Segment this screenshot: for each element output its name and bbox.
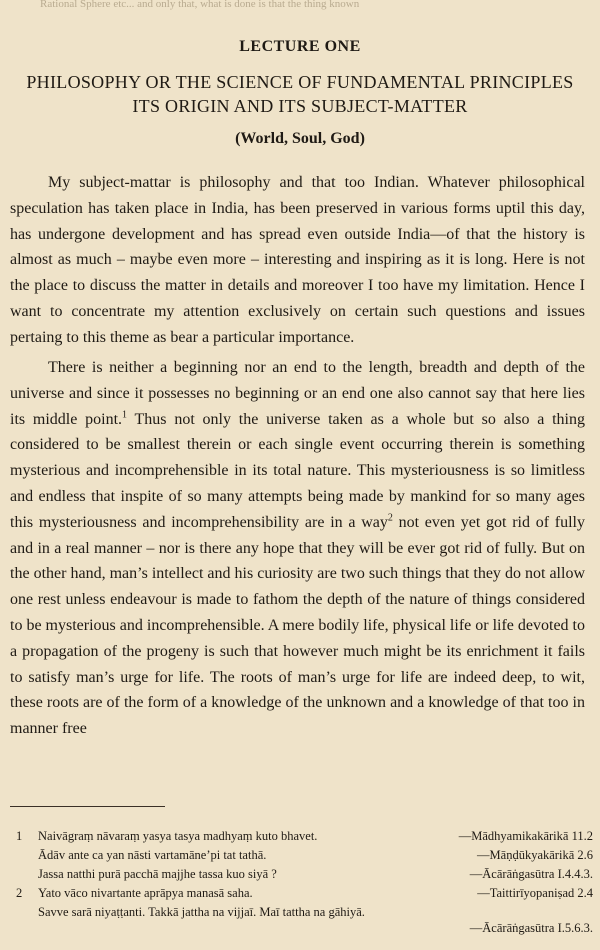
footnote-1-line-2: Ādāv ante ca yan nāsti vartamāne’pi tat tathā.: [38, 848, 267, 862]
footnote-number-1: 1: [16, 829, 23, 843]
footnote-number-2: 2: [16, 886, 23, 900]
chapter-title: [0, 70, 600, 118]
footnote-2-line-1: Yato vāco nivartante aprāpya manasā saha.: [38, 886, 253, 900]
footnote-2-source-2: —Ācārāṅgasūtra I.5.6.3.: [469, 921, 593, 935]
footnote-1-source-2: —Māṇḍūkyakārikā 2.6: [477, 848, 593, 862]
footnote-1-source-1: —Mādhyamikakārikā 11.2: [458, 829, 593, 843]
footnote-2-source-1: —Taittirīyopaniṣad 2.4: [477, 886, 593, 900]
chapter-subtitle: (World, Soul, God): [235, 130, 365, 147]
footnote-ref-2[interactable]: 2: [387, 512, 393, 524]
footnote-1-line-1: Naivāgraṃ nāvaraṃ yasya tasya madhyaṃ kuto bhavet.: [38, 829, 318, 843]
footnote-1-line-3: Jassa natthi purā pacchā majjhe tassa kuo siyā ?: [38, 867, 277, 881]
paragraph-2-part-c: not even yet got rid of fully and in a real manner – nor is there any hope that they will be ever got rid of fully. But on the other hand, man’s intellect and his curiosity are two such things that they do not allow one rest unless endeavour is made to fathom the depth of the nature of things considered to be mysterious and incomprehensible. A mere bodily life, physical life or life devoted to a propagation of the progeny is such that however much might be its enrichment it fails to satisfy man’s urge for life. The roots of man’s urge for life are indeed deep, to wit, these roots are of the form of a knowledge of the unknown and a knowledge of that too in manner free: [10, 513, 586, 738]
chapter-title-line-2: ITS ORIGIN AND ITS SUBJECT-MATTER: [132, 96, 468, 116]
paragraph-2: [10, 355, 585, 742]
lecture-heading: LECTURE ONE: [239, 38, 361, 55]
paragraph-1: My subject-mattar is philosophy and that too Indian. Whatever philosophical speculation has taken place in India, has been preserved in various forms uptil this day, has undergone development and has spread even outside India—of that the history is almost as much – maybe even more – interesting and inspiring as it is long. Here is not the place to discuss the matter in details and moreover I too have my limitation. Hence I want to concentrate my attention exclusively on certain such questions and issues pertaing to this theme as bear a particular importance.: [10, 174, 585, 346]
footnote-divider: [10, 806, 165, 807]
footnote-2-line-2: Savve sarā niyaṭṭanti. Takkā jattha na vijjaī. Maī tattha na gāhiyā.: [38, 905, 365, 919]
paragraph-2-part-b: Thus not only the universe taken as a whole but so also a thing considered to be smallest therein or each single event occurring therein is something mysterious and incomprehensible in its total nature. This mysteriousness is so limitless and endless that inspite of so many attempts being made by mankind for so many ages this mysteriousness and incomprehensibility are in a way: [10, 410, 586, 531]
paragraph-2-part-a: There is neither a beginning nor an end to the length, breadth and depth of the universe and since it possesses no beginning or an end one also cannot say that here lies its middle point.: [10, 359, 585, 428]
chapter-title-line-1: PHILOSOPHY OR THE SCIENCE OF FUNDAMENTAL PRINCIPLES: [26, 72, 574, 92]
footnote-ref-1[interactable]: 1: [122, 409, 128, 421]
footnote-1-source-3: —Ācārāṅgasūtra I.4.4.3.: [469, 867, 593, 881]
bleed-through-text: Rational Sphere etc... and only that, what is done is that the thing known: [40, 0, 360, 10]
